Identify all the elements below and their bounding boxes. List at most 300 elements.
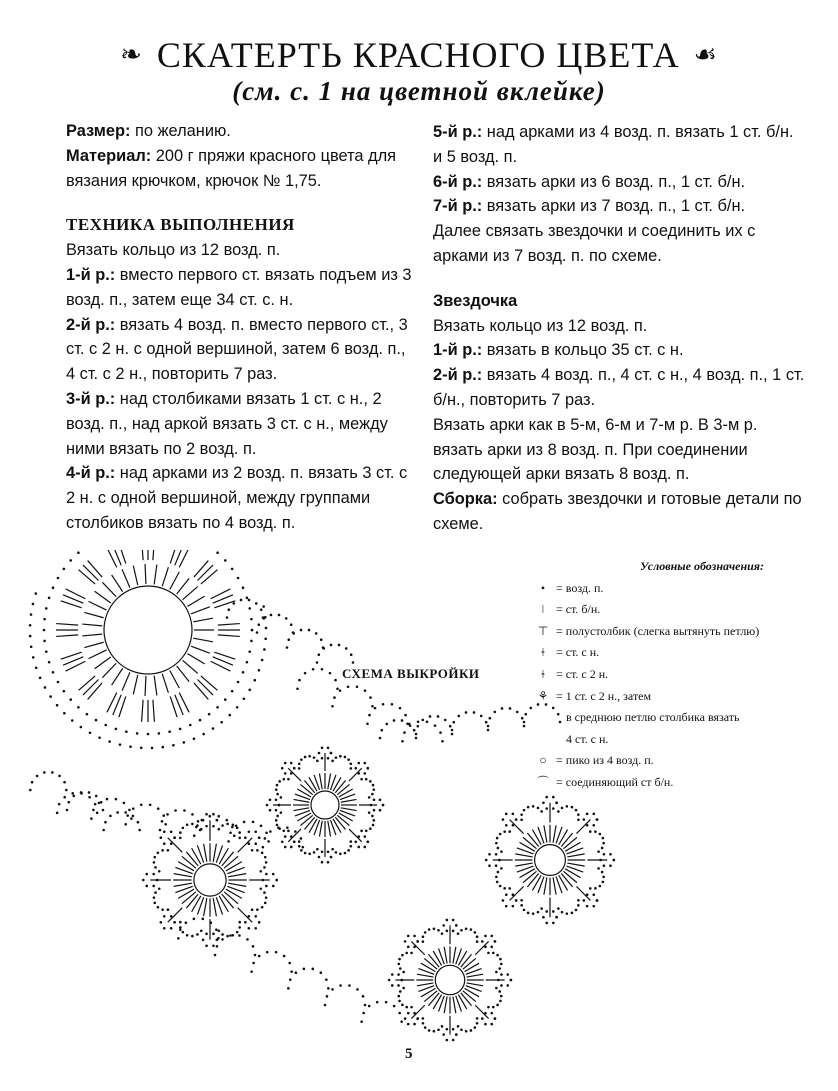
mesh-arch [315,632,318,635]
star-motif-arch [304,852,307,855]
row-7: 7-й р.: вязать арки из 7 возд. п., 1 ст. б/н. [433,197,746,216]
star-motif-arch [349,762,352,765]
star-motif-tip [413,1023,416,1026]
star-motif-stitch [567,863,584,866]
star-motif-arch [276,793,279,796]
star-motif-arch [238,926,241,929]
mesh-arch [300,629,303,632]
star-motif-arch [476,935,479,938]
outer-chain [98,736,101,739]
star-motif-arch [470,928,473,931]
cluster-stitch [56,624,78,626]
star-motif-arch [182,827,185,830]
star-motif-arch [495,842,498,845]
treble-crochet-icon: ǂ [541,666,545,681]
star-motif-stitch [337,815,349,825]
star-motif-arch [372,784,375,787]
star-motif-arch [405,952,408,955]
mesh-arch [391,703,394,706]
mesh-arch [336,687,339,690]
star-motif-arch [264,856,267,859]
outer-chain [77,706,80,709]
star-motif-arch [335,851,338,854]
star-motif-tip [452,1028,455,1031]
star-motif-arch [331,760,334,763]
mesh-arch [339,984,342,987]
star-motif-arch [154,866,157,869]
mesh-arch [124,823,127,826]
star-motif-arch [424,1026,427,1029]
star-motif-tip [170,830,173,833]
cluster-stitch [61,601,82,608]
star-motif-tip [592,813,595,816]
outer-chain [248,607,251,610]
mesh-arch [316,661,319,664]
star-motif-arch [200,929,203,932]
outer-chain [199,719,202,722]
star-motif-arch [422,935,425,938]
star-motif-tip [327,861,330,864]
star-motif-tip [407,1023,410,1026]
mesh-arch [193,834,196,837]
star-motif-tip [281,840,284,843]
star-motif-arch [347,849,350,852]
star-motif-tip [481,940,484,943]
star-motif-tip [170,915,173,918]
star-motif-spoke [411,1005,424,1018]
mesh-arch [243,821,246,824]
legend-item: 4 ст. с н. [566,731,609,746]
star-motif-arch [496,881,499,884]
star-motif-arch [599,833,602,836]
mesh-arch [304,672,307,675]
star-motif-tip [512,893,515,896]
mesh-arch [179,928,182,931]
outer-chain [202,733,205,736]
star-motif-tip [592,905,595,908]
round-stitch [170,671,179,689]
round-stitch [122,672,130,690]
row-6: 6-й р.: вязать арки из 6 возд. п., 1 ст. б/н. [433,172,746,191]
star-motif-tip [258,921,261,924]
star-motif-arch [571,806,574,809]
star-motif-arch [441,1025,444,1028]
star-motif-tip [262,879,265,882]
star-motif-arch [308,852,311,855]
star-motif-arch [476,1022,479,1025]
star-motif-tip [505,893,508,896]
mesh-arch [217,815,220,818]
mesh-arch [159,829,162,832]
star-motif-spoke [168,908,183,923]
star-motif-arch [372,788,375,791]
star-motif-stitch [461,993,472,1006]
star-row-2: 2-й р.: вязать 4 возд. п., 4 ст. с н., 4 возд. п., 1 ст. б/н., повторить 7 раз. [433,366,805,409]
star-motif-tip [272,873,275,876]
star-motif-tip [484,1023,487,1026]
star-motif-arch [313,851,316,854]
legend-item: ⌒ = соединяющий ст б/н. [532,772,832,794]
mesh-arch [403,731,406,734]
star-motif-arch [200,828,203,831]
mesh-arch [400,1020,403,1023]
star-motif-tip [145,873,148,876]
star-motif-arch [191,935,194,938]
star-motif-arch [161,908,164,911]
mesh-arch [441,740,444,743]
mesh-arch [368,1005,371,1008]
mesh-arch [327,987,330,990]
mesh-arch [368,714,371,717]
star-motif-tip [254,915,257,918]
star-motif-arch [602,881,605,884]
star-motif-tip [455,1033,458,1036]
mesh-arch [356,685,359,688]
half-double-icon: ⊤ [537,623,549,638]
mesh-arch [380,729,383,732]
outer-chain [220,721,223,724]
round-stitch [84,642,103,647]
star-motif-arch [232,823,235,826]
mesh-arch [290,623,293,626]
star-motif-arch [300,849,303,852]
star-motif-tip [202,819,205,822]
star-motif-tip [542,802,545,805]
outer-chain [43,618,46,621]
mesh-arch [191,813,194,816]
star-motif-tip [455,924,458,927]
star-motif-arch [422,1017,425,1020]
mesh-arch [29,789,32,792]
cluster-stitch [197,679,213,695]
star-motif-stitch [527,833,538,846]
star-motif-arch [422,940,425,943]
star-motif-stitch [428,993,439,1006]
mesh-arch [415,737,418,740]
star-motif-tip [388,979,391,982]
round-stitch [112,668,123,685]
outer-chain [71,719,74,722]
outer-chain [129,745,132,748]
cluster-stitch [197,565,213,581]
outer-chain [265,627,268,630]
mesh-arch [404,714,407,717]
star-motif-tip [442,924,445,927]
star-motif-tip [484,946,487,949]
star-motif-arch [566,912,569,915]
star-motif-stitch [463,991,476,1002]
mesh-arch [516,711,519,714]
mesh-arch [252,821,255,824]
star-motif-tip [284,772,287,775]
outer-chain [56,704,59,707]
star-motif-arch [196,824,199,827]
star-motif-tip [407,1012,410,1015]
mesh-arch [312,668,315,671]
mesh-arch [300,837,303,840]
round-stitch [193,618,213,622]
mesh-arch [161,820,164,823]
outer-chain [29,635,32,638]
star-motif-arch [465,927,468,930]
mesh-arch [356,988,359,991]
mesh-arch [232,602,235,605]
mesh-arch [197,820,200,823]
outer-chain [104,724,107,727]
mesh-arch [71,792,74,795]
mesh-arch [364,1004,367,1007]
mesh-arch [233,834,236,837]
star-motif-stitch [300,784,312,794]
outer-chain [69,698,72,701]
mesh-arch [225,819,228,822]
star-motif-arch [238,831,241,834]
star-motif-arch [298,762,301,765]
mesh-arch [98,802,101,805]
star-motif-tip [212,813,215,816]
mesh-arch [116,811,119,814]
star-motif-tip [484,1012,487,1015]
star-motif-arch [398,958,401,961]
mesh-arch [509,707,512,710]
mesh-arch [326,995,329,998]
star-motif-arch [500,963,503,966]
outer-chain [172,744,175,747]
star-motif-arch [221,933,224,936]
star-motif-tip [163,915,166,918]
row-3: 3-й р.: над столбиками вязать 1 ст. с н., 2 возд. п., над аркой вязать 3 ст. с н., между ними вязать по 2 возд. п. [66,389,388,458]
star-motif-tip [160,921,163,924]
star-motif-tip [366,767,369,770]
star-motif-arch [566,805,569,808]
outer-chain [49,695,52,698]
star-motif-tip [354,767,357,770]
star-motif-arch [179,926,182,929]
star-motif-tip [603,853,606,856]
star-motif-arch [424,931,427,934]
star-motif-tip [321,851,324,854]
star-motif-tip [266,804,269,807]
star-motif-stitch [563,837,576,848]
mesh-arch [215,928,218,931]
star-motif-tip [357,772,360,775]
star-motif-arch [154,891,157,894]
star-motif-arch [371,793,374,796]
mesh-arch [63,796,66,799]
star-motif-tip [357,835,360,838]
mesh-arch [434,724,437,727]
round-stitch [145,564,146,584]
star-row-1: 1-й р.: вязать в кольцо 35 ст. с н. [433,341,684,360]
mesh-arch [140,803,143,806]
star-motif-arch [191,823,194,826]
star-motif-tip [275,799,278,802]
star-motif-arch [520,899,523,902]
star-motif-stitch [553,877,556,894]
outer-chain [248,650,251,653]
outer-chain [228,714,231,717]
star-motif-arch [276,784,279,787]
star-motif-arch [316,760,319,763]
round-stitch [133,675,137,694]
star-motif-arch [196,933,199,936]
mesh-arch [352,661,355,664]
star-motif-tip [413,935,416,938]
star-motif-arch [496,1004,499,1007]
star-motif-arch [226,823,229,826]
star-motif-stitch [186,852,198,866]
star-motif-stitch [293,799,309,802]
star-motif-tip [290,835,293,838]
star-heading: Звездочка [433,291,518,310]
round-stitch [84,612,103,617]
mesh-arch [106,798,109,801]
star-motif-tip [170,842,173,845]
star-motif-tip [379,809,382,812]
star-motif-arch [428,1029,431,1032]
outer-chain [57,577,60,580]
star-motif-arch [523,909,526,912]
mesh-arch [43,771,46,774]
mesh-arch [216,945,219,948]
outer-chain [52,671,55,674]
star-motif-tip [552,910,555,913]
star-motif-tip [500,984,503,987]
mesh-arch [374,707,377,710]
mesh-arch [366,722,369,725]
mesh-arch [260,608,263,611]
star-motif-arch [589,830,592,833]
star-motif-arch [157,852,160,855]
outer-chain [161,746,164,749]
star-motif-tip [290,772,293,775]
star-motif-arch [499,1000,502,1003]
star-motif-arch [476,1017,479,1020]
star-motif-tip [495,853,498,856]
star-motif-arch [287,778,290,781]
star-motif-tip [609,864,612,867]
star-motif-tip [586,824,589,827]
round-stitch [187,596,204,606]
cluster-stitch [142,700,144,722]
mesh-arch [290,970,293,973]
star-motif-arch [428,928,431,931]
leaf-ornament-icon: ❧ [120,40,143,69]
star-motif-arch [498,967,501,970]
star-motif-arch [275,819,278,822]
star-motif-stitch [222,852,234,866]
outer-chain [147,733,150,736]
star-motif-arch [313,756,316,759]
mesh-arch [320,971,323,974]
star-motif-tip [284,762,287,765]
star-motif-arch [571,912,574,915]
mesh-arch [376,1001,379,1004]
mesh-arch [421,719,424,722]
star-motif-tip [613,859,616,862]
star-motif-tip [603,864,606,867]
star-motif-tip [397,984,400,987]
star-motif-tip [357,762,360,765]
mesh-arch [260,824,263,827]
mesh-arch [56,812,59,815]
star-motif-tip [363,772,366,775]
outer-chain [43,629,46,632]
star-motif-tip [363,846,366,849]
outer-chain [35,666,38,669]
round-stitch [133,566,137,585]
star-motif-arch [153,856,156,859]
star-motif-arch [360,778,363,781]
star-motif-tip [404,1017,407,1020]
star-motif-arch [557,907,560,910]
mesh-arch [256,631,259,634]
mesh-arch [311,968,314,971]
star-motif-tip [205,813,208,816]
star-motif-stitch [174,874,192,877]
star-motif-arch [278,780,281,783]
mesh-arch [229,831,232,834]
star-motif-tip [373,799,376,802]
mesh-arch [138,829,141,832]
star-motif-arch [508,887,511,890]
star-motif-stitch [553,825,556,842]
mesh-arch [444,719,447,722]
material-line: Материал: 200 г пряжи красного цвета для вязания крючком, крючок № 1,75. [66,146,397,190]
star-motif-arch [401,1004,404,1007]
star-motif-arch [500,995,503,998]
star-motif-tip [272,885,275,888]
center-ring [104,586,192,674]
star-motif-arch [492,952,495,955]
mesh-arch [465,711,468,714]
outer-chain [48,661,51,664]
star-motif-arch [520,813,523,816]
star-motif-tip [275,879,278,882]
star-motif-arch [460,929,463,932]
mesh-arch [265,831,268,834]
mesh-arch [317,653,320,656]
star-motif-arch [339,755,342,758]
star-motif-arch [251,849,254,852]
star-motif-stitch [467,974,484,977]
star-motif-tip [382,804,385,807]
star-motif-arch [265,896,268,899]
outer-chain [30,613,33,616]
star-motif-stitch [204,898,207,916]
mesh-arch [379,737,382,740]
outer-chain [246,597,249,600]
mesh-arch [322,647,325,650]
star-motif-tip [599,859,602,862]
mesh-arch [264,837,267,840]
star-motif-tip [592,893,595,896]
round-stitch [183,660,198,673]
joining-stitch-icon: ⌒ [536,774,549,789]
star-motif-stitch [424,958,437,969]
star-motif-arch [365,829,368,832]
mesh-arch [338,644,341,647]
round-stitch [102,582,116,596]
mesh-arch [109,815,112,818]
outer-chain [231,568,234,571]
mesh-arch [298,679,301,682]
mesh-arch [94,803,97,806]
round-stitch [122,569,130,587]
mesh-arch [348,984,351,987]
star-motif-arch [186,823,189,826]
mesh-arch [80,791,83,794]
